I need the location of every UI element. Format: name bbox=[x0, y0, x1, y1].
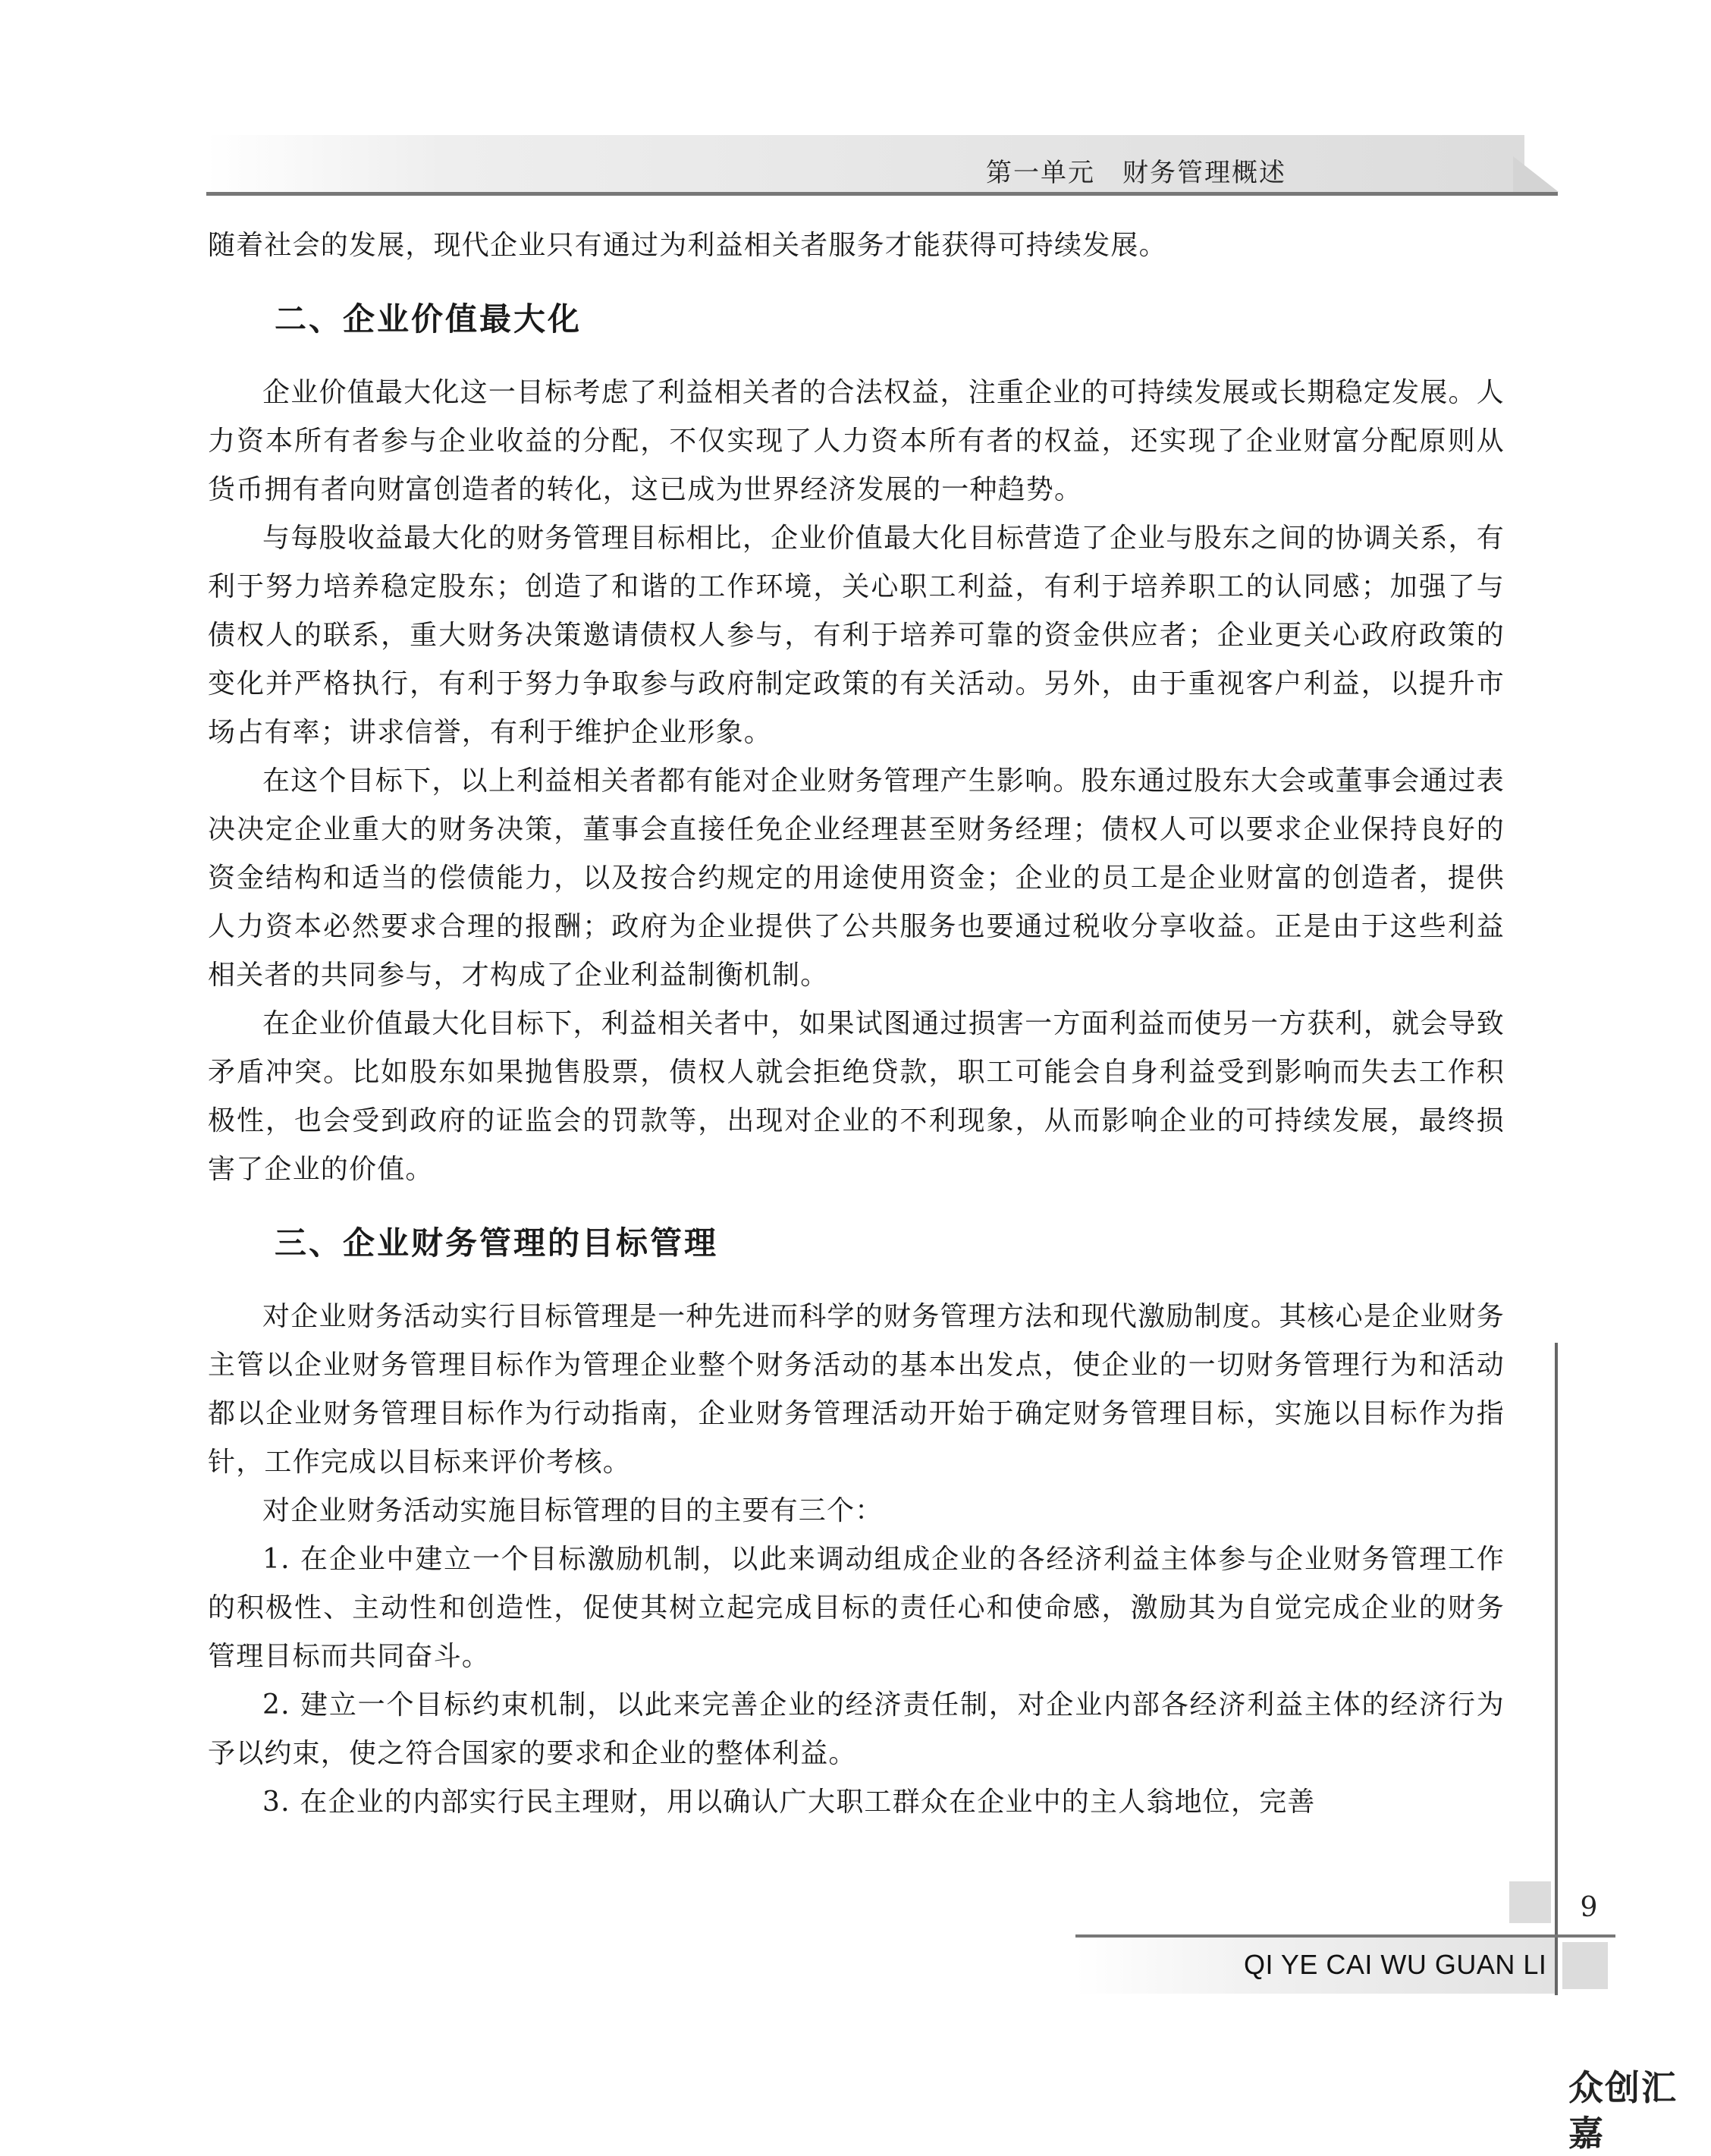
paragraph: 在企业价值最大化目标下，利益相关者中，如果试图通过损害一方面利益而使另一方获利，就会导致矛盾冲突。比如股东如果抛售股票，债权人就会拒绝贷款，职工可能会自身利益受到影响而失去工作积极性，也会受到政府的证监会的罚款等，出现对企业的不利现象，从而影响企业的可持续发展，最终损害了企业的价值。 bbox=[208, 1008, 1505, 1185]
paragraph: 在这个目标下，以上利益相关者都有能对企业财务管理产生影响。股东通过股东大会或董事会通过表决决定企业重大的财务决策，董事会直接任免企业经理甚至财务经理；债权人可以要求企业保持良好的资金结构和适当的偿债能力，以及按合约规定的用途使用资金；企业的员工是企业财富的创造者，提供人力资本必然要求合理的报酬；政府为企业提供了公共服务也要通过税收分享收益。正是由于这些利益相关者的共同参与，才构成了企业利益制衡机制。 bbox=[208, 765, 1505, 991]
paragraph: 与每股收益最大化的财务管理目标相比，企业价值最大化目标营造了企业与股东之间的协调关系，有利于努力培养稳定股东；创造了和谐的工作环境，关心职工利益，有利于培养职工的认同感；加强了与债权人的联系，重大财务决策邀请债权人参与，有利于培养可靠的资金供应者；企业更关心政府政策的变化并严格执行，有利于努力争取参与政府制定政策的有关活动。另外，由于重视客户利益，以提升市场占有率；讲求信誉，有利于维护企业形象。 bbox=[208, 523, 1505, 748]
header-rule bbox=[206, 192, 1558, 196]
footer-decor-box bbox=[1509, 1881, 1551, 1923]
header-band bbox=[206, 135, 1524, 192]
paragraph: 对企业财务活动实行目标管理是一种先进而科学的财务管理方法和现代激励制度。其核心是企业财务主管以企业财务管理目标作为管理企业整个财务活动的基本出发点，使企业的一切财务管理行为和活动都以企业财务管理目标作为行动指南，企业财务管理活动开始于确定财务管理目标，实施以目标作为指针，工作完成以目标来评价考核。 bbox=[208, 1301, 1505, 1478]
watermark-logo: 众创汇嘉 bbox=[1568, 2067, 1678, 2154]
list-item-1: 1. 在企业中建立一个目标激励机制，以此来调动组成企业的各经济利益主体参与企业财务管理工作的积极性、主动性和创造性，促使其树立起完成目标的责任心和使命感，激励其为自觉完成企业的财务管理目标而共同奋斗。 bbox=[208, 1544, 1505, 1672]
running-header-title: 第一单元 财务管理概述 bbox=[986, 158, 1286, 188]
page-number: 9 bbox=[1580, 1892, 1598, 1923]
section-heading-3: 三、企业财务管理的目标管理 bbox=[275, 1224, 719, 1262]
paragraph: 企业价值最大化这一目标考虑了利益相关者的合法权益，注重企业的可持续发展或长期稳定发展。人力资本所有者参与企业收益的分配，不仅实现了人力资本所有者的权益，还实现了企业财富分配原则从货币拥有者向财富创造者的转化，这已成为世界经济发展的一种趋势。 bbox=[208, 377, 1505, 505]
footer-rule bbox=[1075, 1934, 1615, 1938]
header-wedge bbox=[1513, 156, 1559, 192]
footer-decor-box bbox=[1562, 1942, 1608, 1989]
paragraph-continuation: 随着社会的发展，现代企业只有通过为利益相关者服务才能获得可持续发展。 bbox=[208, 230, 1167, 261]
paragraph: 对企业财务活动实施目标管理的目的主要有三个： bbox=[262, 1495, 884, 1526]
side-rule bbox=[1555, 1343, 1558, 1995]
list-item-3: 3. 在企业的内部实行民主理财，用以确认广大职工群众在企业中的主人翁地位，完善 bbox=[262, 1787, 1316, 1818]
footer-series-title: QI YE CAI WU GUAN LI bbox=[1244, 1949, 1547, 1980]
page-body bbox=[208, 222, 1505, 1827]
section-heading-2: 二、企业价值最大化 bbox=[275, 300, 582, 338]
list-item-2: 2. 建立一个目标约束机制，以此来完善企业的经济责任制，对企业内部各经济利益主体的经济行为予以约束，使之符合国家的要求和企业的整体利益。 bbox=[208, 1689, 1505, 1769]
